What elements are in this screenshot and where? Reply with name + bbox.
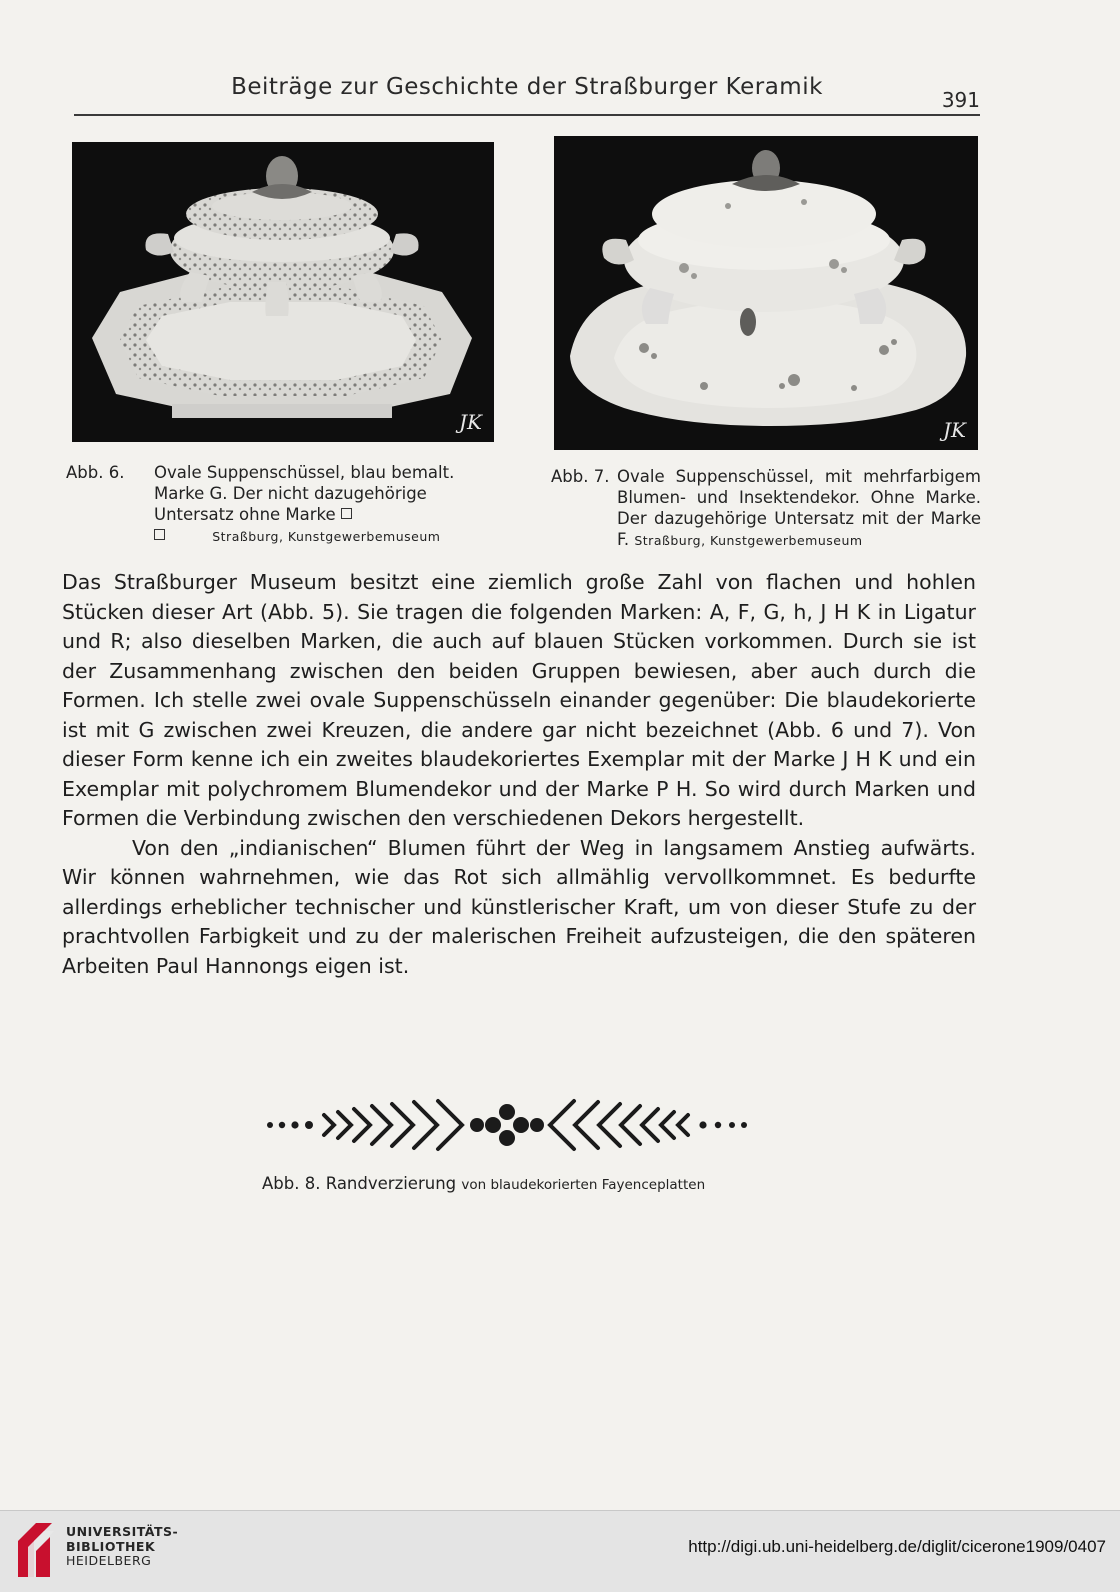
square-ornament-icon bbox=[341, 508, 352, 519]
tureen-polychrome-illustration bbox=[554, 136, 978, 450]
caption-title: Randverzierung bbox=[325, 1174, 457, 1193]
permalink[interactable]: http://digi.ub.uni-heidelberg.de/diglit/cicerone1909/0407 bbox=[688, 1537, 1106, 1556]
footer-bar bbox=[0, 1510, 1120, 1592]
caption-text: Ovale Suppenschüssel, blau bemalt. Marke G. Der nicht dazugehörige Untersatz ohne Marke bbox=[154, 463, 455, 524]
body-text bbox=[62, 568, 976, 981]
figure-label: Abb. 8. bbox=[262, 1174, 321, 1193]
page-number: 391 bbox=[941, 88, 980, 112]
caption-source: Straßburg, Kunstgewerbemuseum bbox=[212, 529, 441, 544]
running-head bbox=[74, 74, 980, 116]
border-ornament-illustration bbox=[262, 1098, 752, 1152]
caption-source: Straßburg, Kunstgewerbemuseum bbox=[634, 533, 863, 548]
caption-subtitle: von blaudekorierten Fayenceplatten bbox=[461, 1177, 706, 1193]
figure-label: Abb. 6. bbox=[66, 463, 125, 482]
library-logo-icon bbox=[14, 1519, 56, 1581]
caption-text: Ovale Suppenschüssel, mit mehrfarbigem Blumen- und Insektendekor. Ohne Marke. Der dazugehörige Untersatz mit der Marke F. bbox=[617, 467, 981, 549]
figure-8-caption bbox=[262, 1174, 782, 1193]
photographer-monogram: JK bbox=[943, 418, 966, 442]
paragraph: Das Straßburger Museum besitzt eine ziemlich große Zahl von flachen und hohlen Stücken dieser Art (Abb. 5). Sie tragen die folgenden Marken: A, F, G, h, J H K in Ligatur und R; also dieselben Marken, die auch auf blauen Stücken vorkommen. Durch sie ist der Zusammenhang zwischen den beiden Gruppen bewiesen, aber auch durch die Formen. Ich stelle zwei ovale Suppenschüsseln einander gegenüber: Die blaudekorierte ist mit G zwischen zwei Kreuzen, die andere gar nicht bezeichnet (Abb. 6 und 7). Von dieser Form kenne ich ein zweites blaudekoriertes Exemplar mit der Marke J H K und ein Exemplar mit polychromem Blumendekor und der Marke P H. So wird durch Marken und Formen die Verbindung zwischen den verschiedenen Dekors hergestellt. bbox=[62, 570, 976, 830]
figure-6-photo bbox=[72, 142, 494, 442]
photographer-monogram: JK bbox=[459, 410, 482, 434]
figure-7-photo bbox=[554, 136, 978, 450]
figure-7-caption bbox=[551, 466, 981, 556]
running-title: Beiträge zur Geschichte der Straßburger Keramik bbox=[231, 74, 823, 100]
figure-label: Abb. 7. bbox=[551, 467, 610, 486]
library-line: HEIDELBERG bbox=[66, 1553, 152, 1568]
tureen-blue-illustration bbox=[72, 142, 494, 442]
library-line: BIBLIOTHEK bbox=[66, 1538, 156, 1554]
library-line: UNIVERSITÄTS- bbox=[66, 1524, 179, 1539]
paragraph: Von den „indianischen“ Blumen führt der Weg in langsamem Anstieg aufwärts. Wir können wahrnehmen, wie das Rot sich allmählig vervollkommnet. Es bedurfte allerdings erheblicher technischer und künstlerischer Kraft, um von dieser Stufe zu der prachtvollen Farbigkeit und zu der malerischen Freiheit aufzusteigen, die den späteren Arbeiten Paul Hannongs eigen ist. bbox=[62, 835, 976, 978]
square-ornament-icon bbox=[154, 529, 165, 540]
figure-6-caption bbox=[66, 462, 496, 552]
library-name bbox=[66, 1525, 178, 1569]
